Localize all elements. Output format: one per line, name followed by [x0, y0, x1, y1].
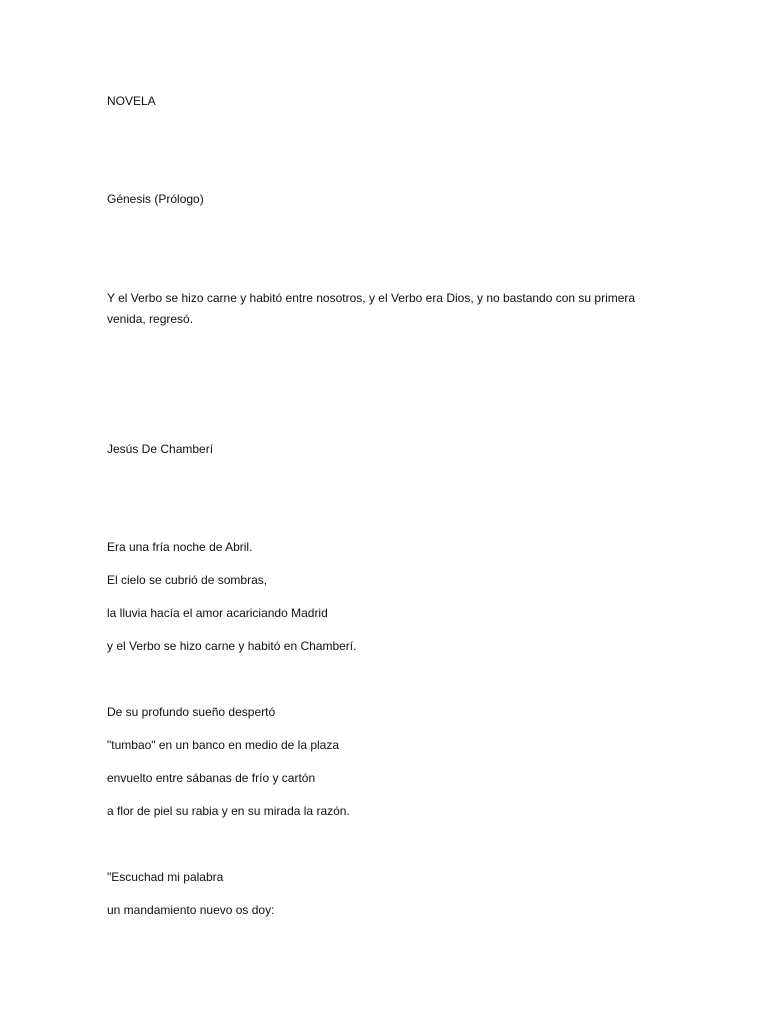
verse-line: De su profundo sueño despertó — [107, 705, 276, 719]
verse-line: a flor de piel su rabia y en su mirada la razón. — [107, 804, 350, 818]
section-title: Génesis (Prólogo) — [107, 192, 204, 206]
verse-line: un mandamiento nuevo os doy: — [107, 903, 275, 917]
chapter-title: Jesús De Chamberí — [107, 442, 214, 456]
document-heading: NOVELA — [107, 94, 156, 108]
verse-line: envuelto entre sábanas de frío y cartón — [107, 771, 316, 785]
verse-line: Era una fría noche de Abril. — [107, 540, 253, 554]
verse-line: El cielo se cubrió de sombras, — [107, 573, 268, 587]
verse-line: y el Verbo se hizo carne y habitó en Chamberí. — [107, 639, 357, 653]
prologue-paragraph: Y el Verbo se hizo carne y habitó entre nosotros, y el Verbo era Dios, y no bastando con su primera venida, regresó. — [107, 291, 636, 326]
verse-line: "tumbao" en un banco en medio de la plaza — [107, 738, 340, 752]
verse-line: la lluvia hacía el amor acariciando Madrid — [107, 606, 328, 620]
verse-line: "Escuchad mi palabra — [107, 870, 224, 884]
